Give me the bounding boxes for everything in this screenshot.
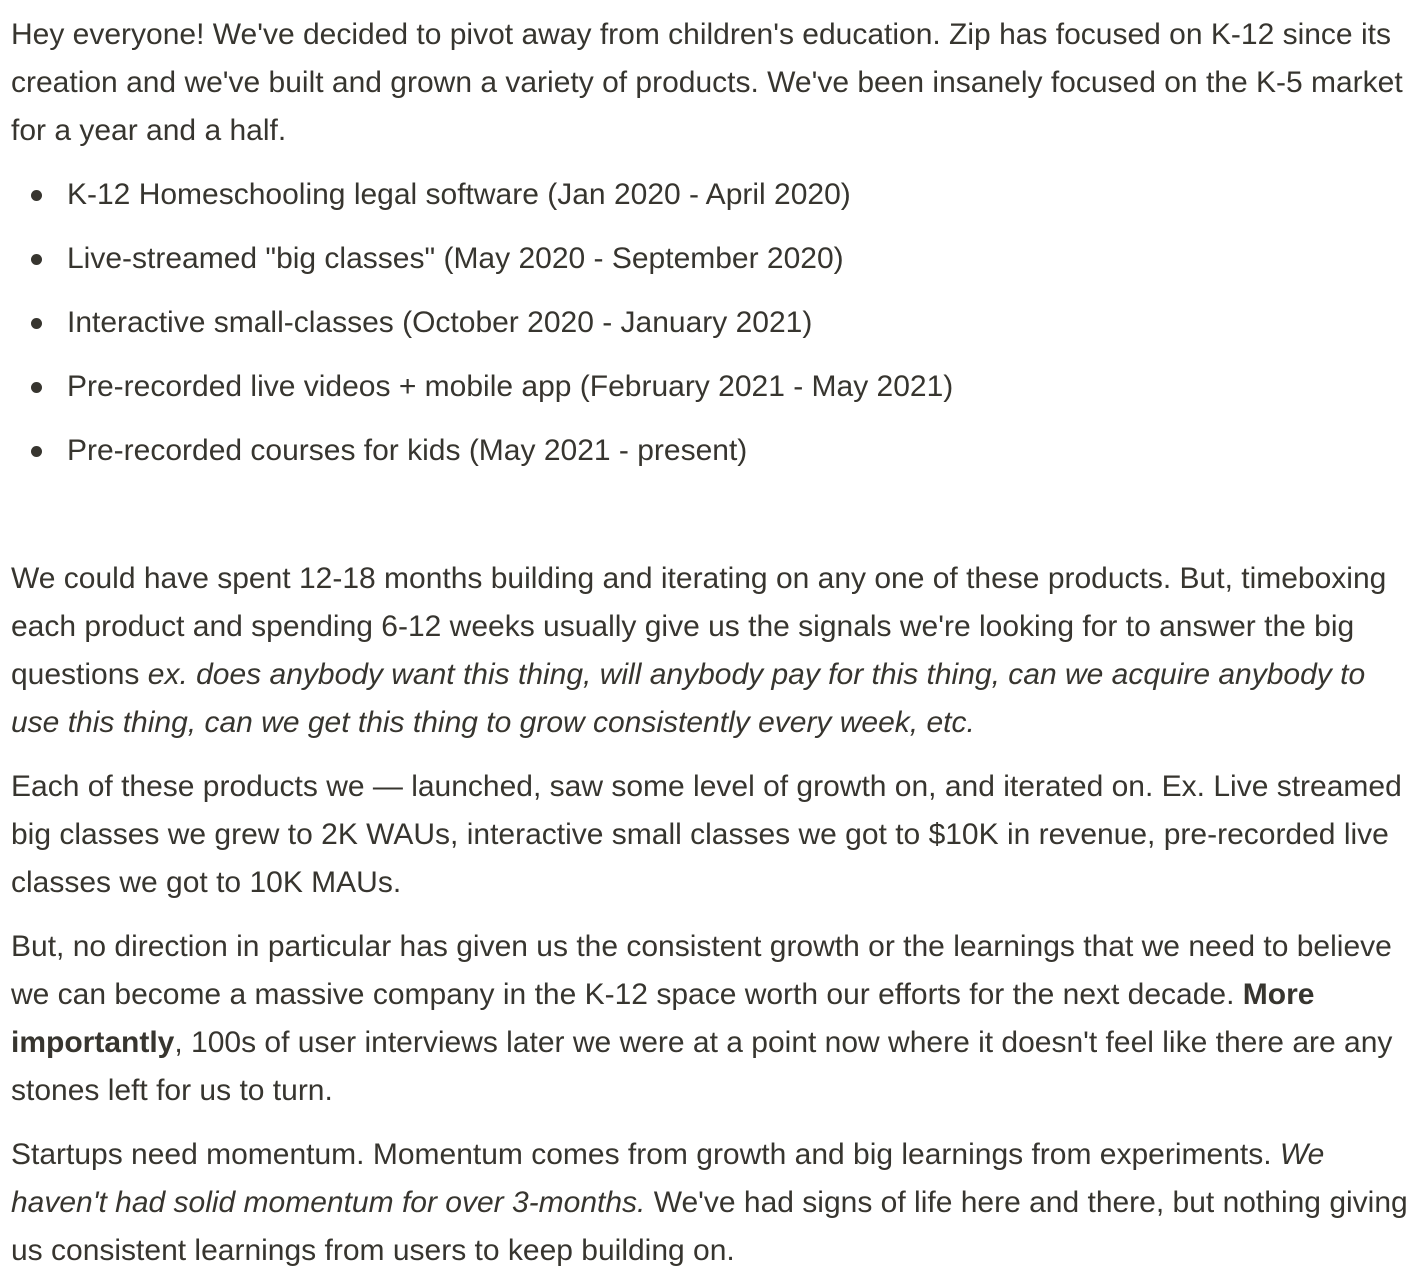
bullet-icon xyxy=(31,382,42,393)
list-item xyxy=(11,363,1416,411)
list-item xyxy=(11,171,1416,219)
list-item xyxy=(11,299,1416,347)
bullet-icon xyxy=(31,190,42,201)
direction-paragraph xyxy=(11,923,1416,1115)
list-item-text: Pre-recorded courses for kids (May 2021 - present) xyxy=(67,434,748,467)
timeboxing-paragraph xyxy=(11,555,1416,747)
bullet-icon xyxy=(31,254,42,265)
bullet-icon xyxy=(31,446,42,457)
momentum-paragraph xyxy=(11,1131,1416,1275)
more-importantly-bold: More importantly xyxy=(11,978,1315,1059)
growth-paragraph: Each of these products we — launched, saw some level of growth on, and iterated on. Ex. Live streamed big classes we grew to 2K WAUs, interactive small classes we got to $10K in revenue, pre-recorded live classes we got to 10K MAUs. xyxy=(11,770,1402,899)
list-item xyxy=(11,427,1416,475)
empty-block xyxy=(11,491,1416,555)
interviews-text: , 100s of user interviews later we were at a point now where it doesn't feel like there are any stones left for us to turn. xyxy=(11,1026,1393,1107)
signs-of-life-text: We've had signs of life here and there, but nothing giving us consistent learnings from users to keep building on. xyxy=(11,1186,1408,1267)
bullet-icon xyxy=(31,318,42,329)
list-item-text: K-12 Homeschooling legal software (Jan 2020 - April 2020) xyxy=(67,178,851,211)
list-item xyxy=(11,235,1416,283)
intro-paragraph: Hey everyone! We've decided to pivot away from children's education. Zip has focused on K-12 since its creation and we've built and grown a variety of products. We've been insanely focused on the K-5 market for a year and a half. xyxy=(11,18,1403,147)
list-item-text: Interactive small-classes (October 2020 - January 2021) xyxy=(67,306,813,339)
timeboxing-text: We could have spent 12-18 months building and iterating on any one of these products. But, timeboxing each product and spending 6-12 weeks usually give us the signals we're looking for to answer the big questions xyxy=(11,562,1387,691)
no-momentum-italic: We haven't had solid momentum for over 3-months. xyxy=(11,1138,1325,1219)
product-timeline-list xyxy=(11,171,1416,475)
list-item-text: Pre-recorded live videos + mobile app (February 2021 - May 2021) xyxy=(67,370,954,403)
direction-text: But, no direction in particular has given us the consistent growth or the learnings that we need to believe we can become a massive company in the K-12 space worth our efforts for the next decade. xyxy=(11,930,1392,1011)
big-questions-italic: ex. does anybody want this thing, will anybody pay for this thing, can we acquire anybody to use this thing, can we get this thing to grow consistently every week, etc. xyxy=(11,658,1366,739)
momentum-text: Startups need momentum. Momentum comes from growth and big learnings from experiments. xyxy=(11,1138,1280,1171)
list-item-text: Live-streamed "big classes" (May 2020 - September 2020) xyxy=(67,242,844,275)
